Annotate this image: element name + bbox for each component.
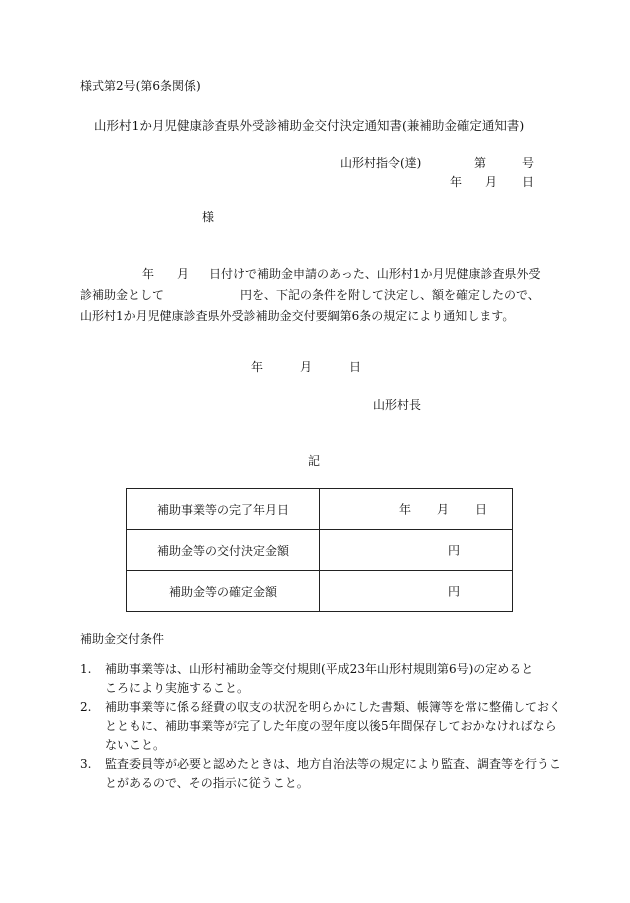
condition-item [80, 755, 560, 793]
document-title: 山形村1か月児健康診査県外受診補助金交付決定通知書(兼補助金確定通知書) [94, 118, 525, 133]
form-number: 様式第2号(第6条関係) [80, 79, 201, 93]
recipient-suffix: 様 [202, 210, 215, 224]
confirmed-amount-unit: 円 [448, 584, 461, 599]
sign-day: 日 [349, 360, 362, 374]
issue-date-month: 月 [485, 175, 498, 189]
conditions-list [80, 660, 560, 793]
table-value-cell [320, 571, 513, 612]
amount-table [126, 488, 513, 612]
condition-line: ころにより実施すること。 [105, 681, 250, 695]
condition-line: 監査委員等が必要と認めたときは、地方自治法等の規定により監査、調査等を行うこ [105, 757, 562, 771]
mayor-signature: 山形村長 [373, 398, 422, 412]
condition-line: 補助事業等は、山形村補助金等交付規則(平成23年山形村規則第6号)の定めると [105, 662, 534, 676]
table-row [127, 571, 513, 612]
condition-item [80, 698, 560, 755]
body-line-2-a: 診補助金として [80, 288, 165, 302]
condition-number: 1. [80, 662, 92, 676]
table-label: 補助金等の交付決定金額 [127, 530, 320, 571]
condition-line: 補助事業等に係る経費の収支の状況を明らかにした書類、帳簿等を常に整備しておく [105, 700, 562, 714]
completion-day: 日 [475, 502, 488, 517]
condition-line: とともに、補助事業等が完了した年度の翌年度以後5年間保存しておかなければなら [105, 719, 557, 733]
table-label: 補助事業等の完了年月日 [127, 489, 320, 530]
body-paragraph [80, 264, 560, 327]
document-go: 号 [522, 156, 535, 170]
document-reference: 山形村指令(達) [340, 156, 422, 170]
condition-line: とがあるので、その指示に従うこと。 [105, 776, 309, 790]
ki-heading: 記 [308, 454, 321, 468]
completion-year: 年 [399, 502, 412, 517]
condition-number: 3. [80, 757, 92, 771]
condition-line: ないこと。 [105, 738, 166, 752]
decided-amount-unit: 円 [448, 543, 461, 558]
conditions-heading: 補助金交付条件 [80, 632, 165, 646]
issue-date-day: 日 [522, 175, 535, 189]
document-dai: 第 [474, 156, 487, 170]
body-month: 月 [177, 267, 190, 281]
table-row [127, 530, 513, 571]
condition-number: 2. [80, 700, 92, 714]
sign-month: 月 [300, 360, 313, 374]
body-line-2 [80, 285, 560, 306]
body-year: 年 [142, 267, 155, 281]
table-label: 補助金等の確定金額 [127, 571, 320, 612]
table-row [127, 489, 513, 530]
issue-date-year: 年 [450, 175, 463, 189]
sign-year: 年 [251, 360, 264, 374]
body-line-1-text: 日付けで補助金申請のあった、山形村1か月児健康診査県外受 [209, 267, 541, 281]
table-value-cell [320, 530, 513, 571]
table-value-cell [320, 489, 513, 530]
body-line-3: 山形村1か月児健康診査県外受診補助金交付要綱第6条の規定により通知します。 [80, 309, 515, 323]
condition-item [80, 660, 560, 698]
body-line-1 [80, 264, 560, 285]
completion-month: 月 [437, 502, 450, 517]
body-line-2-b: 円を、下記の条件を附して決定し、額を確定したので、 [240, 288, 540, 302]
